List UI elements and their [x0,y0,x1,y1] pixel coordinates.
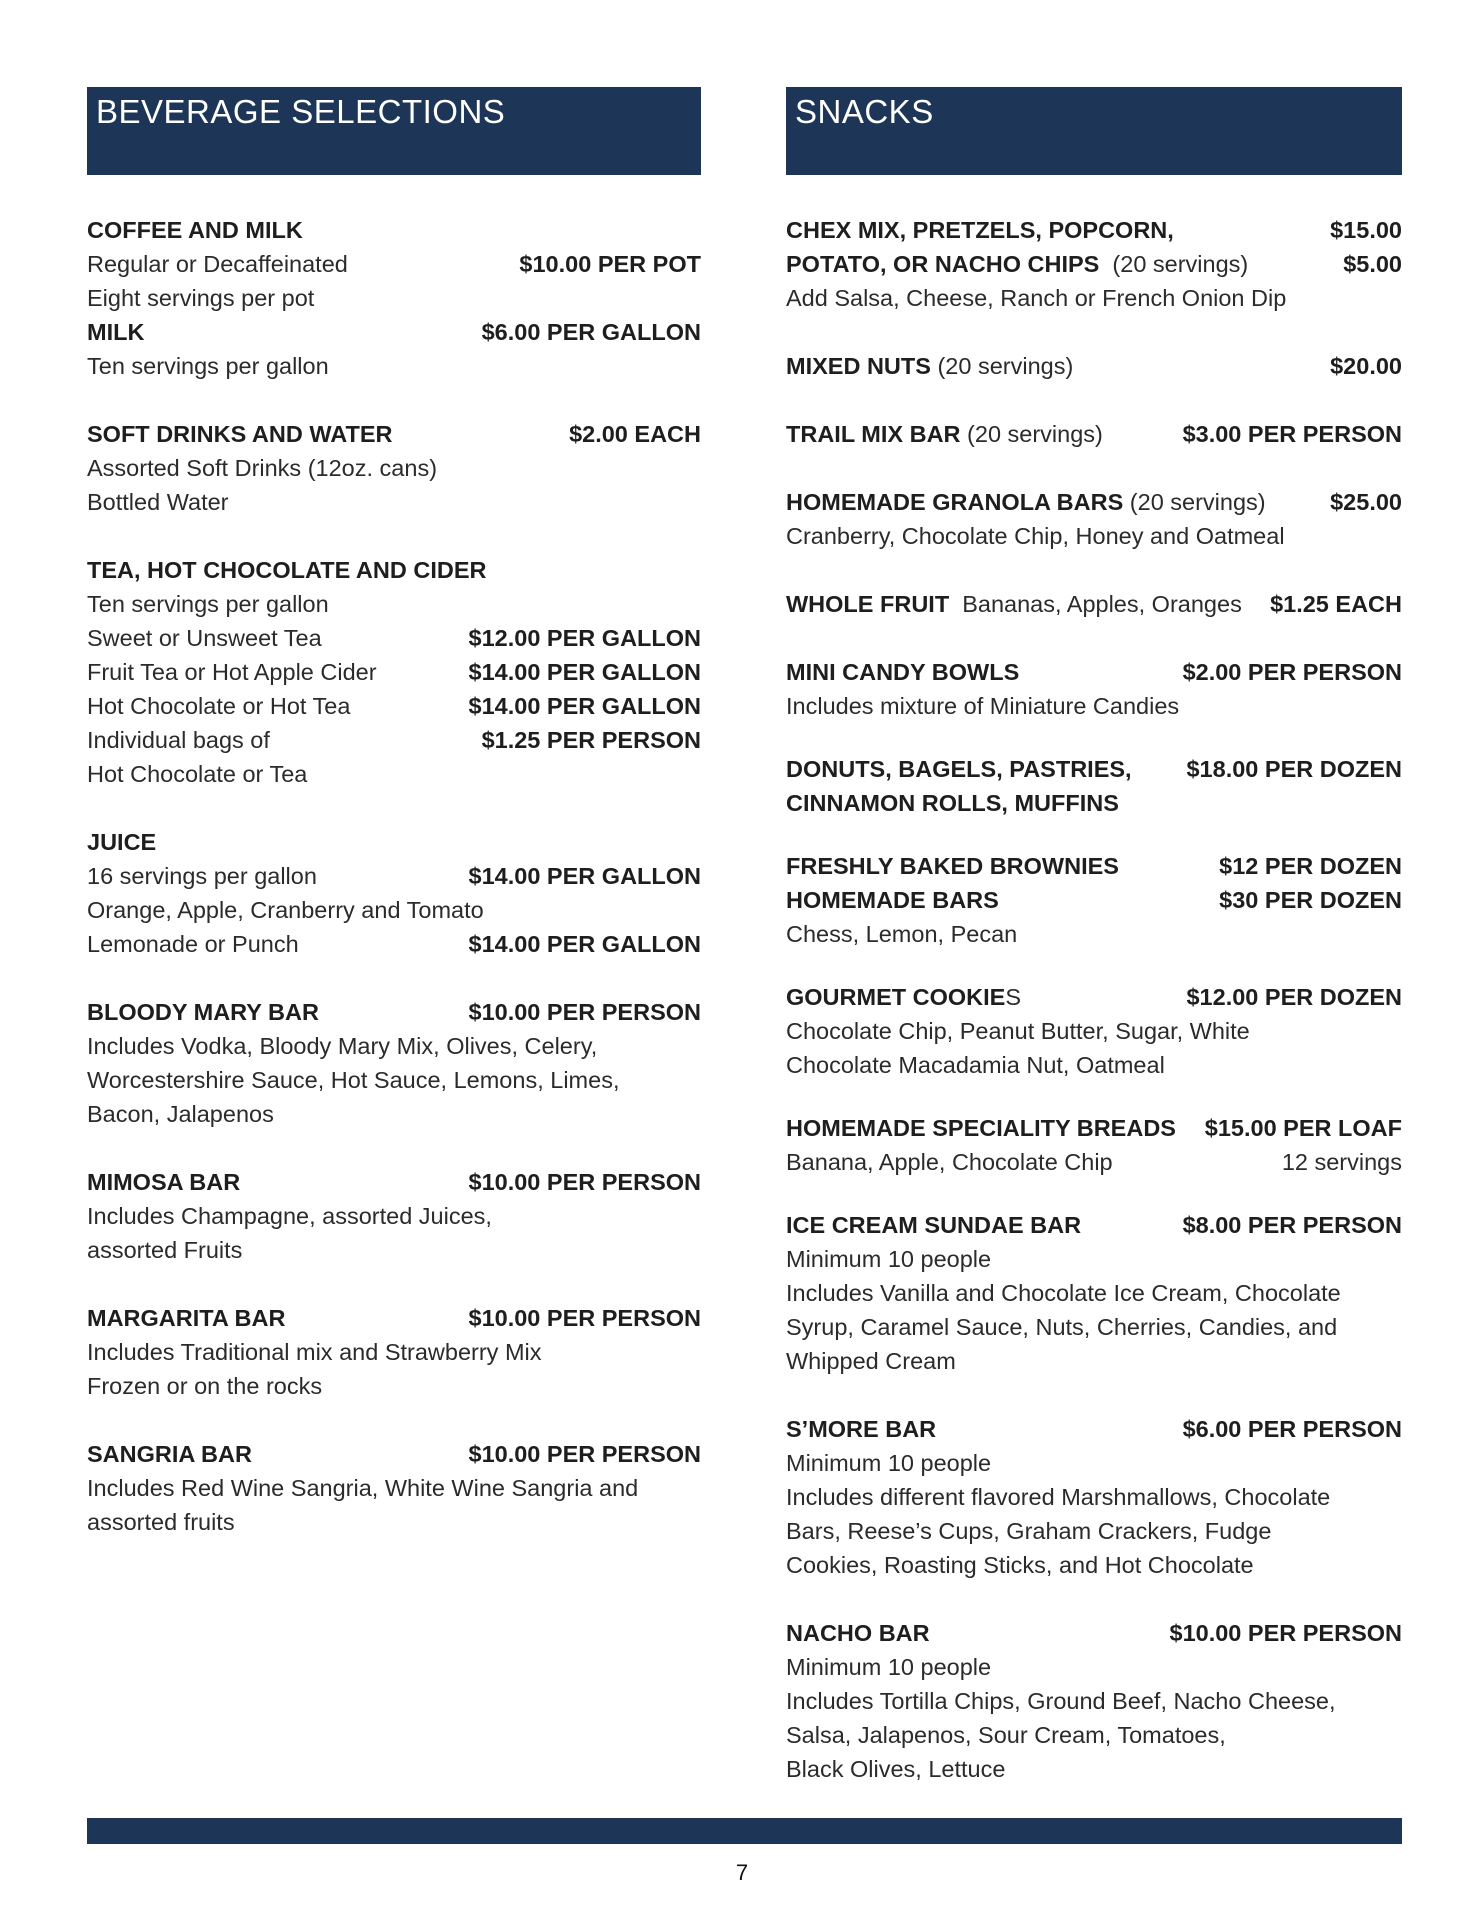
item-price: $1.25 PER PERSON [481,727,701,753]
item-price: $10.00 PER PERSON [468,999,701,1025]
smore-bar-item [786,1412,1402,1582]
item-desc: Includes Tortilla Chips, Ground Beef, Nacho Cheese, [786,1688,1336,1714]
item-desc: Orange, Apple, Cranberry and Tomato [87,897,484,923]
item-servings: (20 servings) [967,421,1103,447]
item-price: $20.00 [1330,353,1402,379]
item-name: DONUTS, BAGELS, PASTRIES, [786,756,1132,782]
item-name: CHEX MIX, PRETZELS, POPCORN, [786,217,1174,243]
beverage-section [87,87,701,1539]
item-desc: Assorted Soft Drinks (12oz. cans) [87,455,438,481]
item-desc: Bottled Water [87,489,229,515]
item-name: FRESHLY BAKED BROWNIES [786,853,1119,879]
snacks-header [786,87,1402,175]
item-desc: Includes Traditional mix and Strawberry Mix [87,1339,542,1365]
item-desc: Banana, Apple, Chocolate Chip [786,1149,1113,1175]
soft-drinks-item [87,417,701,519]
tea-item [87,553,701,791]
footer-bar [87,1818,1402,1844]
item-name: SANGRIA BAR [87,1441,252,1467]
item-price: $8.00 PER PERSON [1182,1212,1402,1238]
item-desc: Whipped Cream [786,1348,956,1374]
item-desc: Bananas, Apples, Oranges [962,591,1242,617]
item-desc: Minimum 10 people [786,1450,992,1476]
item-price: $10.00 PER PERSON [468,1169,701,1195]
beverage-title: BEVERAGE SELECTIONS [96,93,506,130]
item-desc: Salsa, Jalapenos, Sour Cream, Tomatoes, [786,1722,1226,1748]
item-name: GOURMET COOKIE [786,984,1006,1010]
item-name: NACHO BAR [786,1620,930,1646]
item-name: MIMOSA BAR [87,1169,241,1195]
donuts-item [786,752,1402,820]
item-price: $12 PER DOZEN [1219,853,1402,879]
item-price: $2.00 PER PERSON [1182,659,1402,685]
margarita-item [87,1301,701,1403]
item-price: $12.00 PER DOZEN [1186,984,1402,1010]
item-desc: Add Salsa, Cheese, Ranch or French Onion Dip [786,285,1287,311]
item-desc: Chess, Lemon, Pecan [786,921,1018,947]
item-name: ICE CREAM SUNDAE BAR [786,1212,1082,1238]
item-desc: Individual bags of [87,727,270,753]
item-desc: Eight servings per pot [87,285,315,311]
item-name: MARGARITA BAR [87,1305,286,1331]
trail-mix-item [786,417,1402,451]
item-desc: Hot Chocolate or Hot Tea [87,693,351,719]
coffee-milk-item [87,213,701,383]
sundae-bar-item [786,1208,1402,1378]
item-name: COFFEE AND MILK [87,217,303,243]
item-name: JUICE [87,829,157,855]
item-desc: Minimum 10 people [786,1654,992,1680]
item-servings: (20 servings) [1129,489,1266,515]
item-desc: Hot Chocolate or Tea [87,761,308,787]
item-desc: Includes Champagne, assorted Juices, [87,1203,492,1229]
item-name: MIXED NUTS [786,353,931,379]
item-desc: Includes Vanilla and Chocolate Ice Cream, Chocolate [786,1280,1341,1306]
beverage-header [87,87,701,175]
candy-bowls-item [786,655,1402,723]
item-name: MILK [87,319,145,345]
item-price: $10.00 PER POT [519,251,701,277]
item-desc: Frozen or on the rocks [87,1373,323,1399]
item-name: BLOODY MARY BAR [87,999,319,1025]
item-price: $6.00 PER GALLON [481,319,701,345]
item-price: $3.00 PER PERSON [1182,421,1402,447]
item-price: $15.00 [1330,217,1402,243]
bloody-mary-item [87,995,701,1131]
item-price: $6.00 PER PERSON [1182,1416,1402,1442]
item-price: $5.00 [1343,251,1402,277]
item-desc: Includes Vodka, Bloody Mary Mix, Olives, Celery, [87,1033,598,1059]
item-price: $25.00 [1330,489,1402,515]
item-name: POTATO, OR NACHO CHIPS [786,251,1100,277]
mixed-nuts-item [786,349,1402,383]
item-price: $10.00 PER PERSON [468,1441,701,1467]
item-name: WHOLE FRUIT [786,591,950,617]
item-desc: 16 servings per gallon [87,863,317,889]
item-name: TEA, HOT CHOCOLATE AND CIDER [87,557,487,583]
beverage-list [87,175,701,1539]
item-price: $12.00 PER GALLON [468,625,701,651]
mimosa-item [87,1165,701,1267]
item-desc: Cranberry, Chocolate Chip, Honey and Oatmeal [786,523,1285,549]
item-desc: Worcestershire Sauce, Hot Sauce, Lemons, Limes, [87,1067,620,1093]
item-name: SOFT DRINKS AND WATER [87,421,393,447]
item-price: $10.00 PER PERSON [468,1305,701,1331]
breads-item [786,1111,1402,1179]
whole-fruit-item [786,587,1402,621]
item-desc: Includes different flavored Marshmallows, Chocolate [786,1484,1331,1510]
item-name: HOMEMADE SPECIALITY BREADS [786,1115,1176,1141]
item-name: HOMEMADE BARS [786,887,999,913]
item-desc: Bars, Reese’s Cups, Graham Crackers, Fudge [786,1518,1272,1544]
granola-item [786,485,1402,553]
item-price: $2.00 EACH [569,421,701,447]
item-name: MINI CANDY BOWLS [786,659,1020,685]
item-name: HOMEMADE GRANOLA BARS [786,489,1124,515]
item-desc: Fruit Tea or Hot Apple Cider [87,659,377,685]
item-price: $1.25 EACH [1270,591,1402,617]
item-desc: Includes Red Wine Sangria, White Wine Sangria and [87,1475,639,1501]
item-servings: (20 servings) [1112,251,1249,277]
sangria-item [87,1437,701,1539]
item-desc: Ten servings per gallon [87,591,329,617]
snacks-list [786,175,1402,1786]
chex-mix-item [786,213,1402,315]
item-price: $14.00 PER GALLON [468,931,701,957]
item-name: TRAIL MIX BAR [786,421,961,447]
juice-item [87,825,701,961]
nacho-bar-item [786,1616,1402,1786]
item-name: S’MORE BAR [786,1416,937,1442]
cookies-item [786,980,1402,1082]
item-price: $14.00 PER GALLON [468,863,701,889]
snacks-section [786,87,1402,1786]
brownies-item [786,849,1402,951]
item-desc: Sweet or Unsweet Tea [87,625,322,651]
item-price: $14.00 PER GALLON [468,693,701,719]
item-price: $18.00 PER DOZEN [1186,756,1402,782]
page-number: 7 [735,1860,749,1885]
item-desc: assorted Fruits [87,1237,243,1263]
item-desc: Black Olives, Lettuce [786,1756,1006,1782]
item-price: $30 PER DOZEN [1219,887,1402,913]
item-desc: Chocolate Macadamia Nut, Oatmeal [786,1052,1165,1078]
item-price: $10.00 PER PERSON [1169,1620,1402,1646]
item-desc: Syrup, Caramel Sauce, Nuts, Cherries, Candies, and [786,1314,1338,1340]
item-price: $15.00 PER LOAF [1204,1115,1402,1141]
item-desc: assorted fruits [87,1509,235,1535]
item-servings: 12 servings [1281,1149,1402,1175]
item-desc: Regular or Decaffeinated [87,251,348,277]
item-desc: Bacon, Jalapenos [87,1101,274,1127]
snacks-title: SNACKS [795,93,934,130]
item-desc: Cookies, Roasting Sticks, and Hot Chocolate [786,1552,1254,1578]
item-desc: Ten servings per gallon [87,353,329,379]
item-desc: Chocolate Chip, Peanut Butter, Sugar, White [786,1018,1250,1044]
item-desc: Includes mixture of Miniature Candies [786,693,1180,719]
item-desc: Lemonade or Punch [87,931,299,957]
item-desc: Minimum 10 people [786,1246,992,1272]
item-name-suffix: S [1005,984,1022,1010]
item-name: CINNAMON ROLLS, MUFFINS [786,790,1119,816]
item-servings: (20 servings) [937,353,1074,379]
item-price: $14.00 PER GALLON [468,659,701,685]
